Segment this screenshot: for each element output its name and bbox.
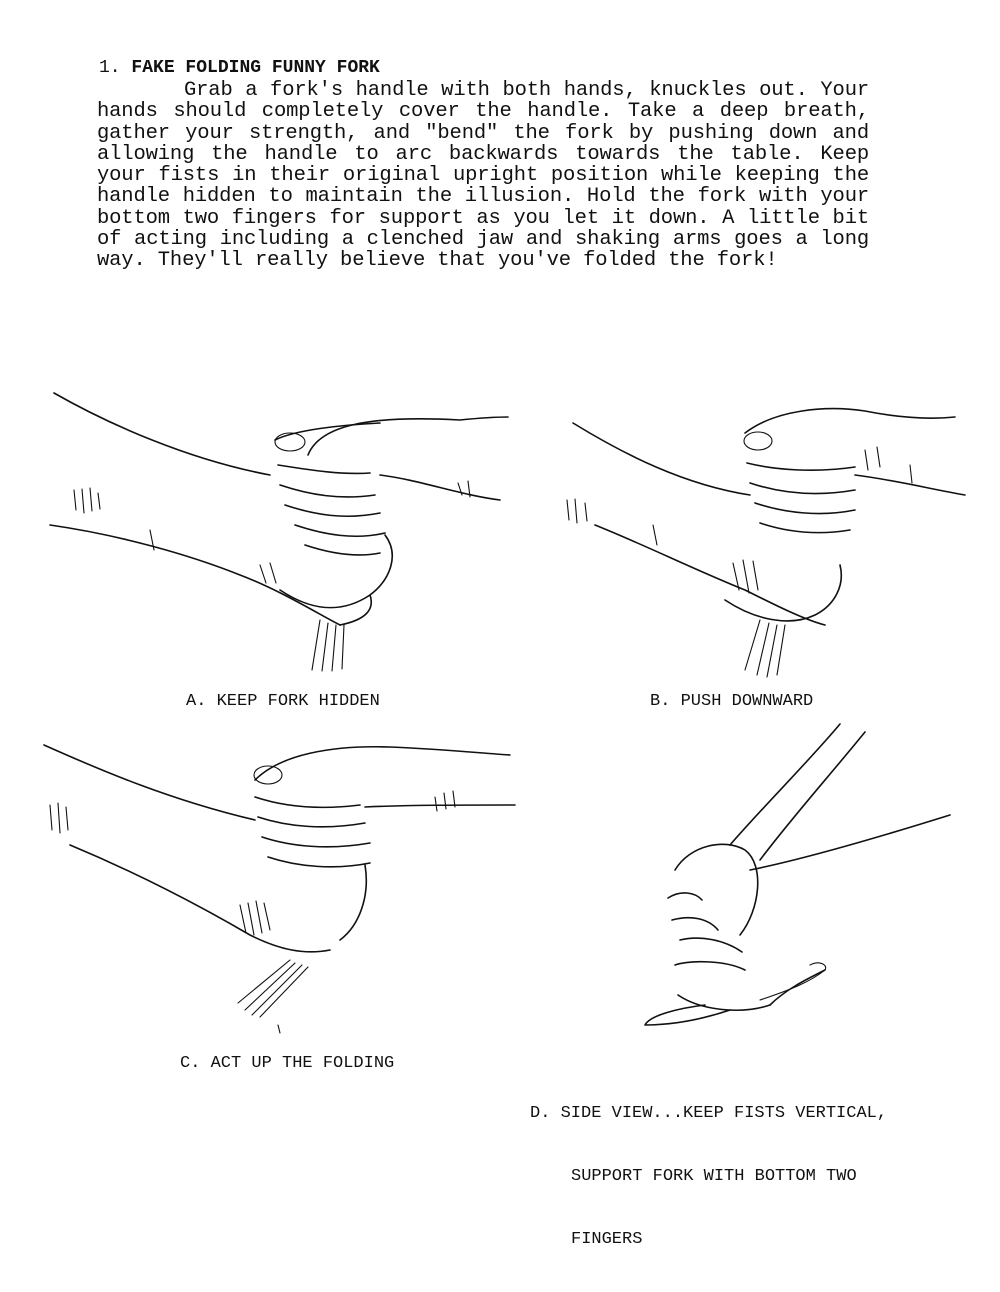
figure-a-illustration xyxy=(40,385,520,675)
figure-b-illustration xyxy=(555,395,975,685)
instructions-paragraph: Grab a fork's handle with both hands, knuckles out. Your hands should completely cover the handle. Take a deep breath, gather your strength, and "bend" the fork by pushing down and allowing the handle to arc backwards towards the table. Keep your fists in their original upright position while keeping the handle hidden to maintain the illusion. Hold the fork with your bottom two fingers for support as you let it down. A little bit of acting including a clenched jaw and shaking arms goes a long way. They'll really believe that you've folded the fork! xyxy=(97,79,869,273)
figure-d-caption-line: D. SIDE VIEW...KEEP FISTS VERTICAL, xyxy=(530,1104,888,1123)
figure-d-illustration xyxy=(630,720,970,1040)
figure-d-caption xyxy=(530,1061,887,1292)
figure-a-caption: A. KEEP FORK HIDDEN xyxy=(186,692,380,711)
section-title: FAKE FOLDING FUNNY FORK xyxy=(131,58,380,78)
figure-d-caption-line: SUPPORT FORK WITH BOTTOM TWO xyxy=(571,1167,857,1186)
figure-c-caption: C. ACT UP THE FOLDING xyxy=(180,1054,395,1073)
section-heading xyxy=(99,58,380,79)
section-number: 1. xyxy=(99,58,121,78)
figure-c-illustration xyxy=(40,735,530,1035)
figure-b-caption: B. PUSH DOWNWARD xyxy=(650,692,814,711)
figure-d-caption-line: FINGERS xyxy=(571,1230,643,1249)
